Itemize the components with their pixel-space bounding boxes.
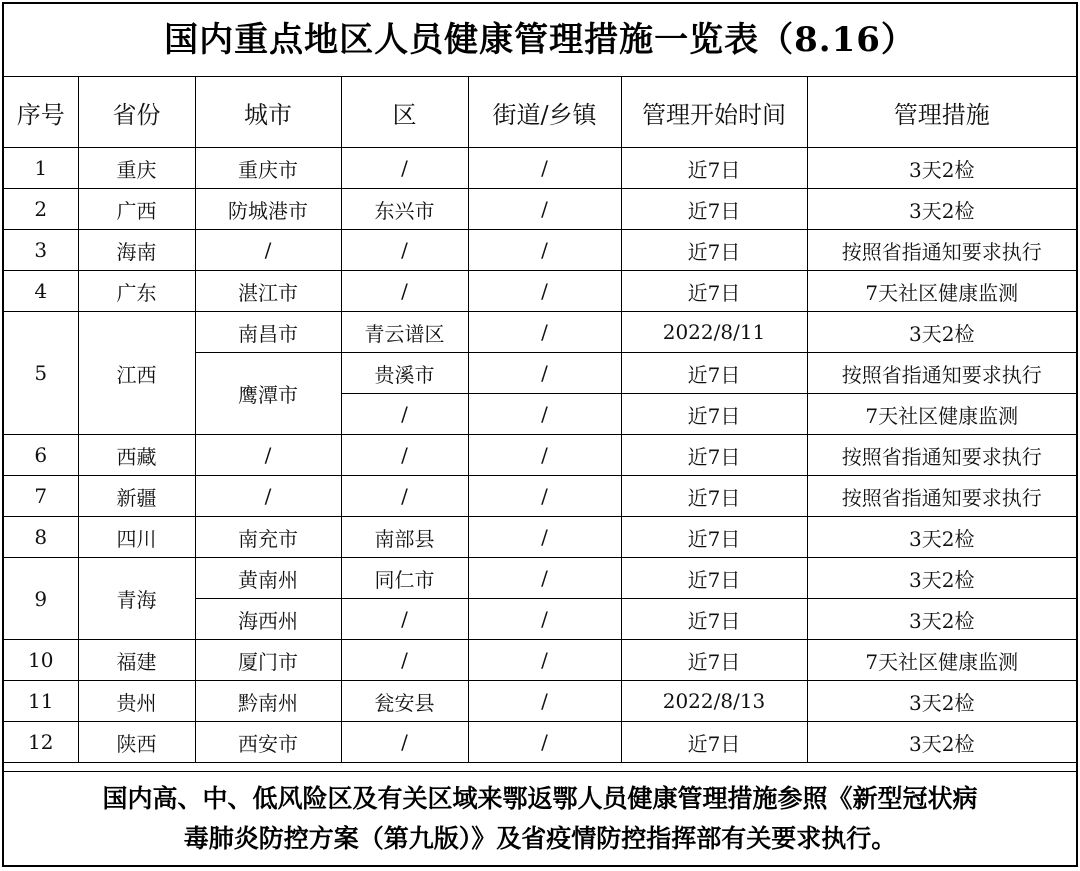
cell-start: 近7日 <box>621 230 807 271</box>
cell-city: 重庆市 <box>195 148 341 189</box>
table-row <box>4 189 1076 230</box>
cell-street: / <box>468 271 621 312</box>
table-row <box>4 312 1076 353</box>
cell-city: 黔南州 <box>195 681 341 722</box>
cell-district: / <box>341 722 468 763</box>
cell-province: 西藏 <box>78 435 195 476</box>
table-row <box>4 435 1076 476</box>
cell-no: 1 <box>4 148 78 189</box>
cell-start: 2022/8/11 <box>621 312 807 353</box>
cell-district: / <box>341 640 468 681</box>
cell-city: 防城港市 <box>195 189 341 230</box>
cell-city: 西安市 <box>195 722 341 763</box>
cell-measure: 按照省指通知要求执行 <box>807 476 1076 517</box>
cell-district: 同仁市 <box>341 558 468 599</box>
cell-street: / <box>468 148 621 189</box>
cell-district: / <box>341 148 468 189</box>
cell-street: / <box>468 681 621 722</box>
cell-city: / <box>195 435 341 476</box>
table-row <box>4 681 1076 722</box>
cell-measure: 7天社区健康监测 <box>807 271 1076 312</box>
cell-street: / <box>468 640 621 681</box>
cell-province: 新疆 <box>78 476 195 517</box>
cell-province: 青海 <box>78 558 195 640</box>
table-row <box>4 476 1076 517</box>
cell-city: 海西州 <box>195 599 341 640</box>
footer-line-2: 毒肺炎防控方案（第九版）》及省疫情防控指挥部有关要求执行。 <box>183 824 897 853</box>
cell-start: 近7日 <box>621 435 807 476</box>
cell-district: 南部县 <box>341 517 468 558</box>
cell-city: / <box>195 230 341 271</box>
cell-measure: 7天社区健康监测 <box>807 640 1076 681</box>
table-row <box>4 230 1076 271</box>
cell-street: / <box>468 435 621 476</box>
cell-start: 近7日 <box>621 722 807 763</box>
cell-district: / <box>341 435 468 476</box>
cell-start: 近7日 <box>621 394 807 435</box>
cell-measure: 按照省指通知要求执行 <box>807 353 1076 394</box>
cell-measure: 3天2检 <box>807 189 1076 230</box>
cell-start: 近7日 <box>621 476 807 517</box>
cell-district: / <box>341 394 468 435</box>
header-row <box>4 77 1076 148</box>
cell-province: 四川 <box>78 517 195 558</box>
cell-city: 黄南州 <box>195 558 341 599</box>
cell-district: / <box>341 271 468 312</box>
cell-street: / <box>468 189 621 230</box>
cell-no: 12 <box>4 722 78 763</box>
cell-street: / <box>468 517 621 558</box>
cell-start: 近7日 <box>621 640 807 681</box>
cell-province: 广东 <box>78 271 195 312</box>
cell-no: 4 <box>4 271 78 312</box>
cell-no: 3 <box>4 230 78 271</box>
cell-start: 近7日 <box>621 271 807 312</box>
cell-start: 近7日 <box>621 148 807 189</box>
table-row <box>4 640 1076 681</box>
cell-street: / <box>468 476 621 517</box>
cell-no: 11 <box>4 681 78 722</box>
cell-street: / <box>468 394 621 435</box>
cell-street: / <box>468 722 621 763</box>
cell-measure: 7天社区健康监测 <box>807 394 1076 435</box>
cell-district: / <box>341 599 468 640</box>
cell-measure: 3天2检 <box>807 558 1076 599</box>
cell-district: 青云谱区 <box>341 312 468 353</box>
cell-district: / <box>341 230 468 271</box>
measures-table <box>4 77 1076 763</box>
footer-note <box>4 771 1076 865</box>
cell-start: 近7日 <box>621 558 807 599</box>
table-row <box>4 148 1076 189</box>
header-measure: 管理措施 <box>807 77 1076 148</box>
cell-province: 陕西 <box>78 722 195 763</box>
table-row <box>4 558 1076 599</box>
table-row <box>4 271 1076 312</box>
cell-street: / <box>468 558 621 599</box>
cell-district: 东兴市 <box>341 189 468 230</box>
cell-no: 7 <box>4 476 78 517</box>
cell-city: 鹰潭市 <box>195 353 341 435</box>
cell-measure: 3天2检 <box>807 599 1076 640</box>
cell-district: 贵溪市 <box>341 353 468 394</box>
cell-start: 近7日 <box>621 599 807 640</box>
cell-start: 近7日 <box>621 189 807 230</box>
cell-no: 10 <box>4 640 78 681</box>
cell-province: 重庆 <box>78 148 195 189</box>
header-no: 序号 <box>4 77 78 148</box>
cell-no: 5 <box>4 312 78 435</box>
cell-measure: 3天2检 <box>807 148 1076 189</box>
cell-province: 福建 <box>78 640 195 681</box>
cell-city: 湛江市 <box>195 271 341 312</box>
cell-street: / <box>468 312 621 353</box>
cell-measure: 按照省指通知要求执行 <box>807 230 1076 271</box>
cell-district: / <box>341 476 468 517</box>
cell-measure: 3天2检 <box>807 722 1076 763</box>
cell-street: / <box>468 230 621 271</box>
cell-street: / <box>468 599 621 640</box>
page-title: 国内重点地区人员健康管理措施一览表（8.16） <box>4 4 1076 77</box>
cell-city: / <box>195 476 341 517</box>
cell-start: 近7日 <box>621 353 807 394</box>
cell-no: 8 <box>4 517 78 558</box>
header-district: 区 <box>341 77 468 148</box>
header-province: 省份 <box>78 77 195 148</box>
header-city: 城市 <box>195 77 341 148</box>
cell-province: 贵州 <box>78 681 195 722</box>
cell-measure: 3天2检 <box>807 312 1076 353</box>
cell-province: 广西 <box>78 189 195 230</box>
cell-no: 9 <box>4 558 78 640</box>
cell-province: 海南 <box>78 230 195 271</box>
cell-measure: 3天2检 <box>807 681 1076 722</box>
cell-province: 江西 <box>78 312 195 435</box>
cell-city: 南昌市 <box>195 312 341 353</box>
cell-start: 2022/8/13 <box>621 681 807 722</box>
table-row <box>4 722 1076 763</box>
cell-city: 厦门市 <box>195 640 341 681</box>
footer-line-1: 国内高、中、低风险区及有关区域来鄂返鄂人员健康管理措施参照《新型冠状病 <box>102 784 978 813</box>
cell-no: 6 <box>4 435 78 476</box>
cell-start: 近7日 <box>621 517 807 558</box>
cell-measure: 3天2检 <box>807 517 1076 558</box>
cell-district: 瓮安县 <box>341 681 468 722</box>
header-start-time: 管理开始时间 <box>621 77 807 148</box>
cell-city: 南充市 <box>195 517 341 558</box>
cell-no: 2 <box>4 189 78 230</box>
table-row <box>4 517 1076 558</box>
header-street: 街道/乡镇 <box>468 77 621 148</box>
cell-measure: 按照省指通知要求执行 <box>807 435 1076 476</box>
cell-street: / <box>468 353 621 394</box>
table-sheet <box>2 2 1078 867</box>
